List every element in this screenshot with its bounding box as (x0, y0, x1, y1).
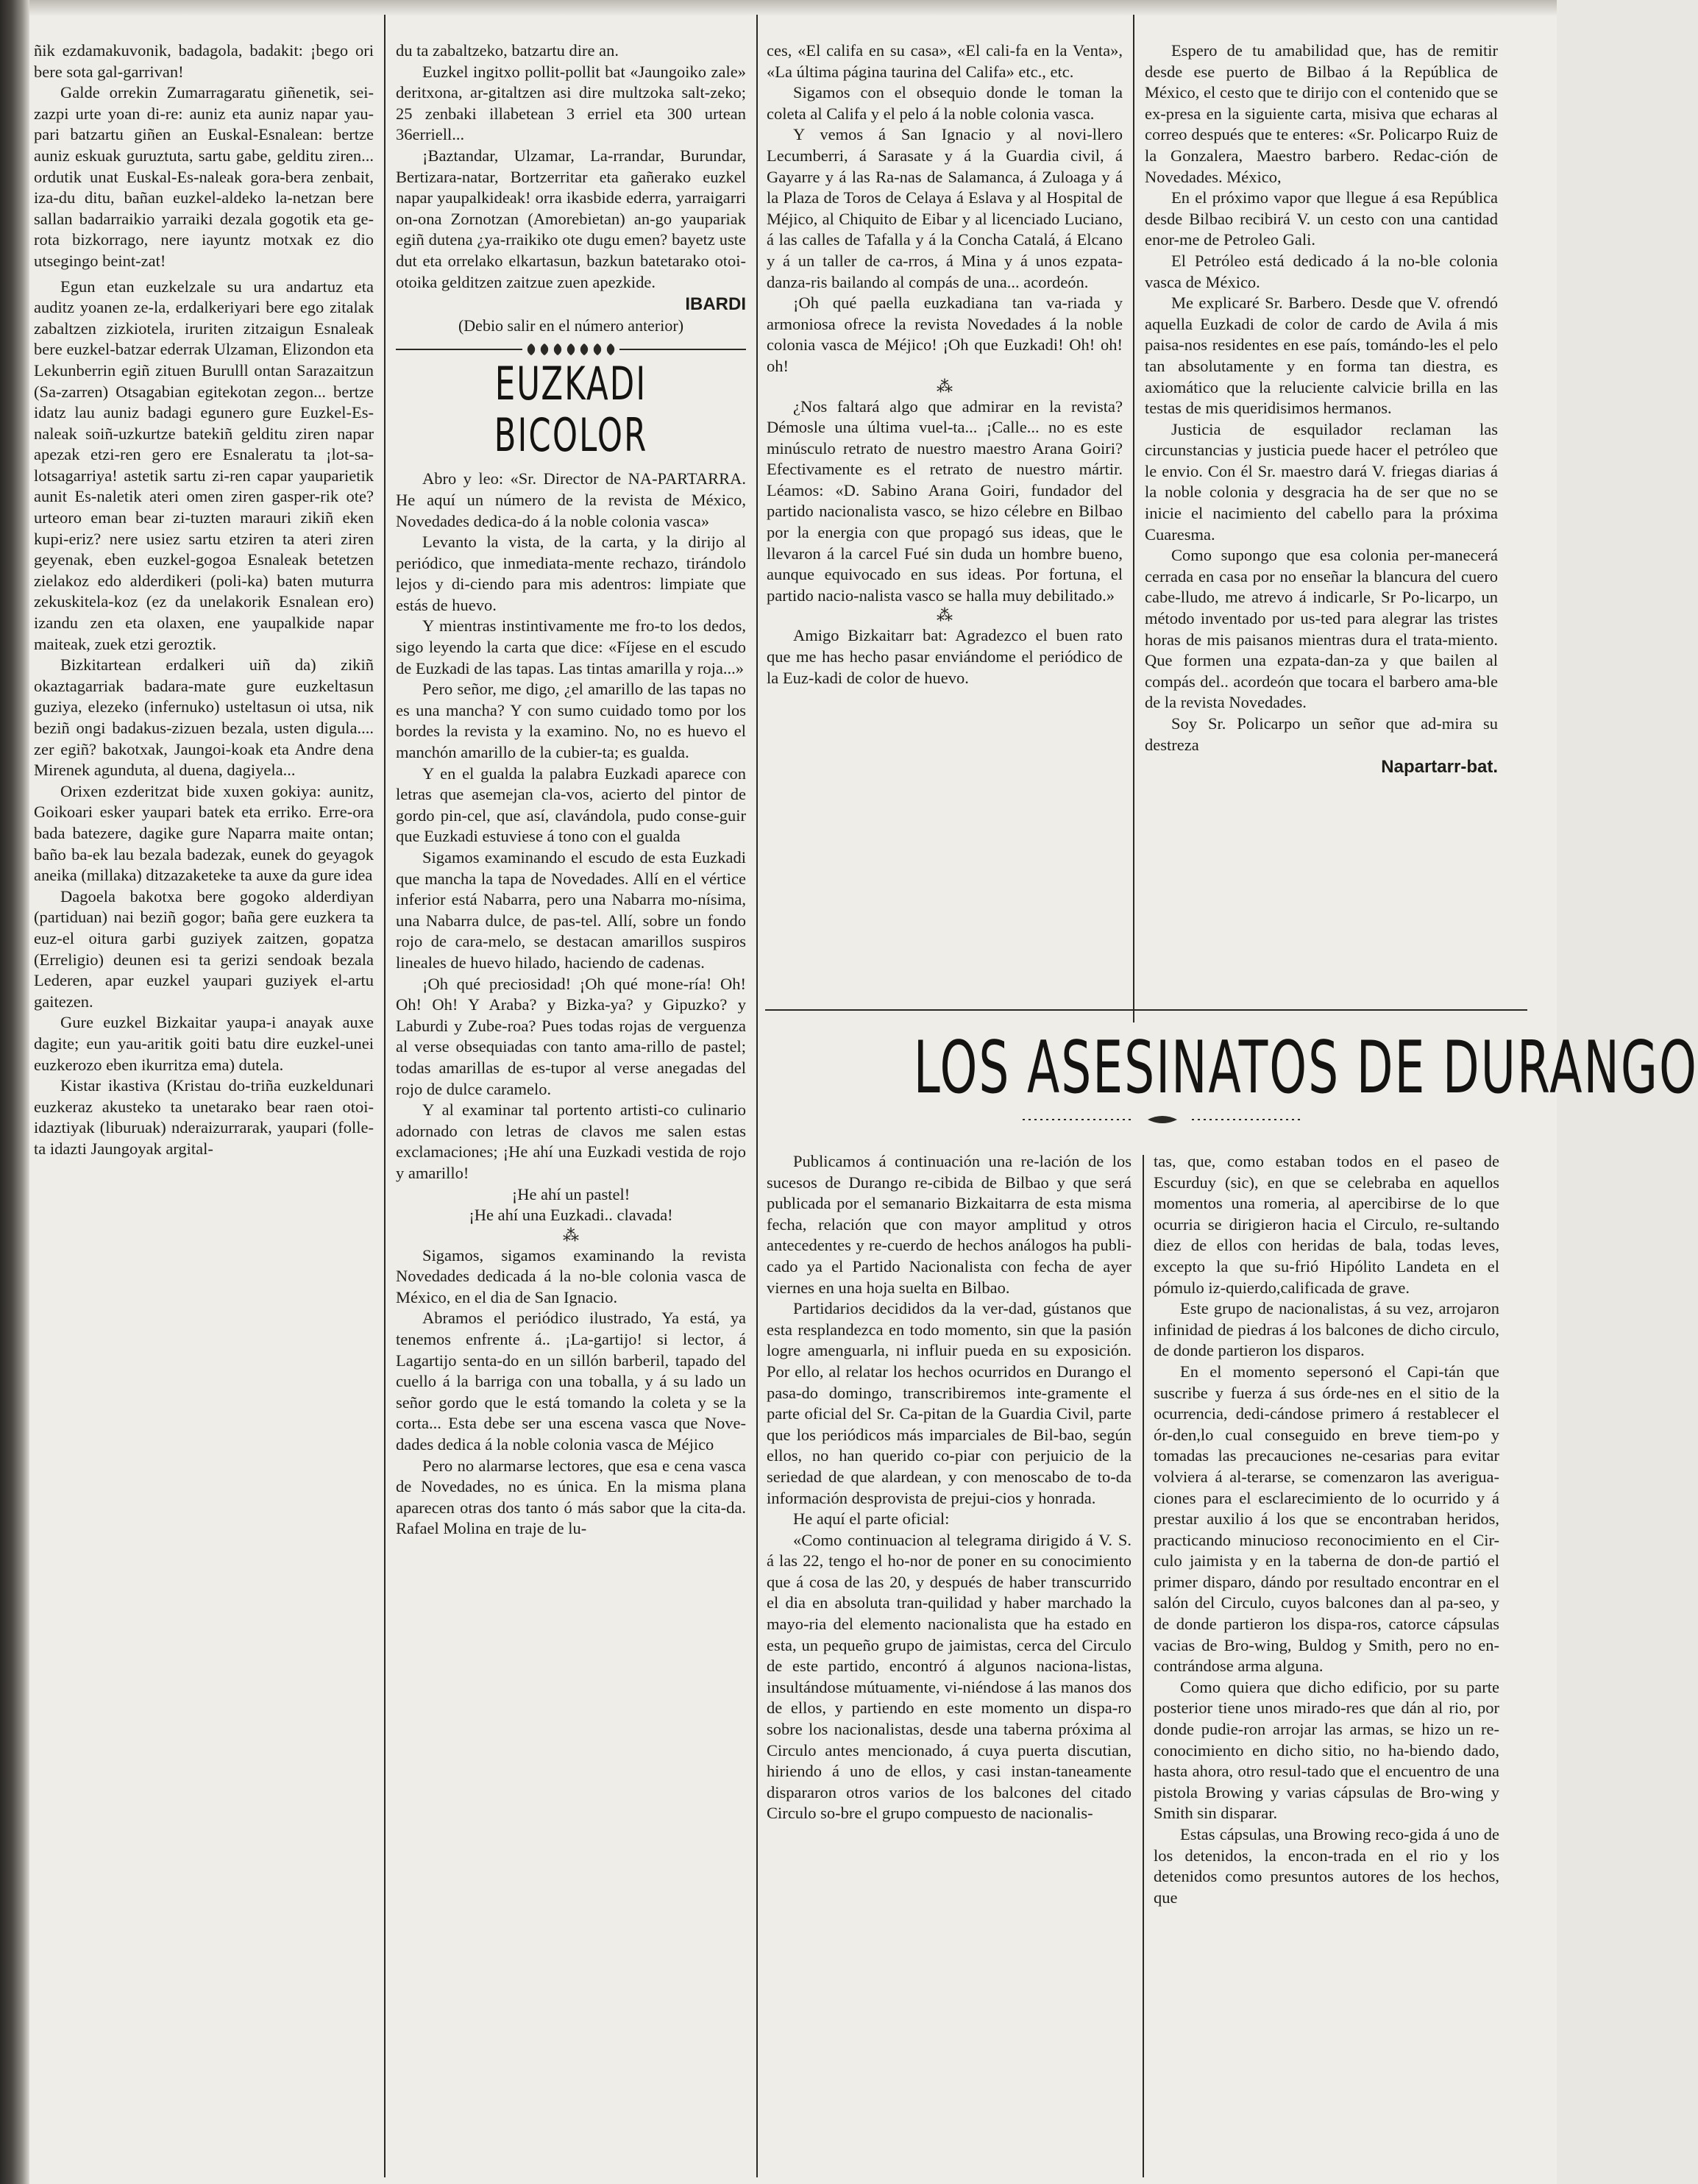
ornamental-rule (396, 345, 746, 354)
paragraph: Bizkitartean erdalkeri uiñ da) zikiñ okaztagarriak badara-mate gure euzkeltasun guziya, elezeko (infernuko) usteltasun oi utsa, nik beziñ ongi badakus-zizuen bezala, usten digula.... zer egiñ? bakotxak, Jaungoi-koak eta Andre dena Mirenek agunduta, al duena, dagiyela... (34, 655, 374, 780)
paragraph: Abramos el periódico ilustrado, Ya está, ya tenemos enfrente á.. ¡La-gartijo! si lector, á Lagartijo senta-do en un sillón barberil, tapado del cuello á la barriga con una toballa, y á su lado un señor gordo que le está tomando la coleta y se la corta... Esta debe ser una escena vasca que Nove-dades dedica á la noble colonia vasca de Méjico (396, 1309, 746, 1454)
paragraph: ¡Oh qué preciosidad! ¡Oh qué mone-ría! Oh! Oh! Oh! Y Araba? y Bizka-ya? y Gipuzko? y Laburdi y Zube-roa? Pues todas rojas de verguenza al verse obsequiadas con tanto ama-rillo de pastel; todas amarillas de es-tupor al verse anegadas del rojo de dulce caramelo. (396, 974, 746, 1098)
paragraph: Partidarios decididos da la ver-dad, gústanos que esta resplandezca en todo momento, sin que la pasión logre amenguarla, ni influir pueda en su exposición. Por ello, al relatar los hechos ocurridos en Durango el pasa-do domingo, transcribiremos inte-gramente el parte oficial del Sr. Ca-pitan de la Guardia Civil, parte que los periódicos más imparciales de Bil-bao, según ellos, no han querido co-piar con perjuicio de la seriedad de que alardean, y con menoscabo de to-da información desprovista de prejui-cios y honrada. (767, 1299, 1132, 1507)
column-durango-right (1154, 1151, 1499, 2174)
paragraph: Abro y leo: «Sr. Director de NA-PARTARRA. He aquí un número de la revista de México, Novedades dedica-do á la noble colonia vasca» (396, 469, 746, 530)
headline-ornament (978, 1112, 1346, 1127)
paragraph: «Como continuacion al telegrama dirigido á V. S. á las 22, tengo el ho-nor de poner en su conocimiento que á cosa de las 20, y después de haber transcurrido el dia en absoluta tran-quilidad y haber marchado la mayo-ria del elemento nacionalista que ha estado en esta, un pequeño grupo de jaimistas, cerca del Circulo de este partido, encontró á algunos naciona-listas, insultándose mútuamente, vi-niéndose á las manos dos de ellos, y partiendo en este momento un dispa-ro sobre los nacionalistas, desde una taberna próxima al Circulo antes mencionado, á cuya puerta discutian, hiriendo á uno de ellos, y casi instan-taneamente dispararon otros varios de los balcones del citado Circulo so-bre el grupo compuesto de nacionalis- (767, 1530, 1132, 1823)
paragraph: He aquí el parte oficial: (793, 1509, 950, 1529)
paragraph: Levanto la vista, de la carta, y la dirijo al periódico, que inmediata-mente rechazo, tirándolo lejos y di-ciendo para mis adentros: limpiate que estás de huevo. (396, 533, 746, 614)
column-letter-policarpo (1145, 40, 1498, 1011)
signature-napartarr-bat: Napartarr-bat. (1381, 757, 1498, 778)
paragraph: ¡He ahí una Euzkadi.. clavada! (469, 1206, 673, 1225)
column-rule-1 (384, 15, 386, 1162)
paragraph: Como supongo que esa colonia per-manecerá cerrada en casa por no enseñar la blancura del cuero cabe-lludo, me atrevo á indicarle, Sr Po-licarpo, un método inventado por us-ted para alegrar las tristes horas de mis paisanos mientras dura el trata-miento. Que formen una ezpata-dan-za y que bailen al compás del.. acordeón que tocara el barbero ama-ble de la revista Novedades. (1145, 546, 1498, 712)
paragraph: En el próximo vapor que llegue á esa República desde Bilbao recibirá V. un cesto con una cantidad enor-me de Petroleo Gali. (1145, 188, 1498, 249)
paragraph: Amigo Bizkaitarr bat: Agradezco el buen rato que me has hecho pasar enviándome el periódico de la Euz-kadi de color de huevo. (767, 626, 1123, 687)
headline-asesinatos-durango: LOS ASESINATOS DE DURANGO (913, 1026, 1698, 1110)
paragraph: Egun etan euzkelzale su ura andartuz eta auditz yoanen ze-la, erdalkeriyari bere ego zitalak zabaltzen zizkiotela, iruriten zitzaigun Esnaleak bere euzkel-batzar ederrak Ulzaman, Elizondon eta Lekunberrin egiñ zituen Burulll ontan Sarazaitzun (Sa-zarren) Otsagabian egitekotan zegon... bertze idatz lau auniz badagi egunero gure Euzkel-Es-naleak soiñ-uzkurtze batekiñ gelditu ziren napar apezak etzi-ren gero ere Esnaleratu ta ¡lot-sa-lotsagarriya! astetik sartu zi-ren capar yauparietik aunit Es-naletik ateri omen ziren gasper-rik ote? urteoro eman bear zi-tuzten marauri zikiñ eken kupi-eriz? nere usiez sartu etziren ta ateri ziren geyenak, eben euzkel-gogoa Esnaleak betetzen zielakoz edo alderdikeri (poli-ka) baten muturra zekuskitela-koz (ez da unelakorik Esnalean ero) izandu zen eta olaxen, ene yaupalkide napar maiteak, zuek etzi geroztik. (34, 277, 374, 653)
column-durango-left (767, 1151, 1132, 2174)
paragraph: Como quiera que dicho edificio, por su parte posterior tiene unos mirado-res que dán al rio, por donde pudie-ron arrojar las armas, se hizo un re-conocimiento en dicho sitio, no ha-biendo dado, hasta ahora, otro resul-tado que el encuentro de una pistola Browing y varias cápsulas de Bro-wing y Smith sin disparar. (1154, 1677, 1499, 1823)
top-edge (29, 0, 1557, 16)
paragraph: Justicia de esquilador reclaman las circunstancias y justicia puede hacer el petróleo que le envio. Con él Sr. maestro dará V. friegas diarias á la noble colonia y desgracia ha de ser que no se inicie el nacimiento del cabello para la próxima Cuaresma. (1145, 419, 1498, 544)
page-binding-shadow (0, 0, 29, 2184)
signature-ibardi: IBARDI (685, 294, 746, 315)
section-rule (765, 1009, 1527, 1011)
paragraph: Me explicaré Sr. Barbero. Desde que V. ofrendó aquella Euzkadi de color de cardo de Avila á mis paisa-nos residentes en ese país, tomándo-les el pelo tan absolutamente y en forma tan diestra, es axiomático que la reluciente calvicie brilla en las testas de mis queridisimos hermanos. (1145, 294, 1498, 418)
column-rule-3 (1133, 15, 1134, 1022)
paragraph: Kistar ikastiva (Kristau do-triña euzkeldunari euzkeraz akusteko ta unetarako bear raen otoi-idaztiyak (liburuak) nderaizurrarak, yaupari (folle-ta idazti Jaungoyak argital- (34, 1076, 374, 1158)
paragraph: ñik ezdamakuvonik, badagola, badakit: ¡bego ori bere sota gal-garrivan! (34, 41, 374, 81)
section-separator: ⁂ (937, 606, 953, 625)
paragraph: Y vemos á San Ignacio y al novi-llero Lecumberri, á Sarasate y á la Guardia civil, á Gayarre y á las Ra-nas de Salamanca, á Zuloaga y á la Plaza de Toros de Celaya á Eslava y al Hospital de Méjico, al Chiquito de Eibar y al licenciado Luciano, á las calles de Tafalla y á la Concha Catalá, á Elcano y á un taller de ca-rros, á Mina y á unos ezpata-danza-ris bailando al compás de una... acordeón. (767, 125, 1123, 291)
paragraph: tas, que, como estaban todos en el paseo de Escurduy (sic), en que se celebraba en aquellos momentos una romeria, al apercibirse de lo que ocurria se dirigieron hacia el Circulo, re-sultando diez de ellos con heridas de bala, todas leves, excepto la que su-frió Hipólito Landeta en el pómulo iz-quierdo,calificada de grave. (1154, 1152, 1499, 1297)
paragraph: ¡Baztandar, Ulzamar, La-rrandar, Burundar, Bertizara-natar, Bortzerritar eta gañerako euzkel napar yaupalkideak! orra ikasbide ederra, yarraigarri on-ona Zornotzan (Amorebietan) an-go yaupariak egiñ dutena ¿ya-rraikiko ote dugu emen? bayetz uste dut eta orrelako elkartasun, bazkun batetarako otoi-otoika gelditzen zaitzue zuen apezkide. (396, 146, 746, 291)
paragraph: ¡He ahí un pastel! (511, 1184, 630, 1203)
paragraph: Soy Sr. Policarpo un señor que ad-mira su destreza (1145, 714, 1498, 754)
paragraph: du ta zabaltzeko, batzartu dire an. (396, 41, 619, 60)
section-separator: ⁂ (937, 377, 953, 396)
column-euzkadi-continued (767, 40, 1123, 1026)
paragraph: Publicamos á continuación una re-lación de los sucesos de Durango re-cibida de Bilbao y que será publicada por el semanario Bizkaitarra de esta misma fecha, relación que con mayor amplitud y otros antecedentes y re-cuerdo de hechos análogos ha publi-cado ya el Partido Nacionalista con fecha de ayer viernes en una hoja suelta en Bilbao. (767, 1152, 1132, 1297)
paragraph: En el momento sepersonó el Capi-tán que suscribe y fuerza á sus órde-nes en el sitio de la ocurrencia, dedi-cándose primero á restablecer el ór-den,lo cual conseguido en breve tiem-po y tomadas las precauciones ne-cesarias para evitar volviera á al-terarse, se comenzaron las averigua-ciones para el esclarecimiento de lo ocurrido y á prestar auxilio á los que se encontraban heridos, practicando minucioso reconocimiento en el Cir-culo jaimista y en la taberna de don-de partió el primer disparo, dándo por resultado encontrar en el salón del Circulo, cuyos balcones dan al pa-seo, y de donde partieron los dispa-ros, catorce cápsulas vacias de Bro-wing, Buldog y Smith, pero no en-contrándose arma alguna. (1154, 1362, 1499, 1676)
column-rule-1b (384, 1148, 386, 2177)
paragraph: Orixen ezderitzat bide xuxen gokiya: aunitz, Goikoari esker yaupari batek eta erriko. Erre-ora bada batezere, dagike gure Naparra maite ontan; baño ba-ek lau bezala badezak, eunek do geyagok aneika (millaka) ditzazaketeke ta auxe da gure idea (34, 781, 374, 885)
paragraph: Estas cápsulas, una Browing reco-gida á uno de los detenidos, la encon-trada en el rio y los detenidos como presuntos autores de los hechos, que (1154, 1825, 1499, 1907)
paragraph: ¿Nos faltará algo que admirar en la revista? Démosle una última vuel-ta... ¡Calle... no es este minúsculo retrato de nuestro maestro Arana Goiri? Efectivamente es el retrato de nuestro mártir. Léamos: «D. Sabino Arana Goiri, fundador del partido nacionalista vasco, se hizo célebre en Bilbao por la energia con que propagó sus ideas, que le llevaron á la carcel Fué sin duda un hombre bueno, aunque equivocado en sus ideas. Por fortuna, el partido nacio-nalista vasco se halla muy debilitado.» (767, 396, 1123, 605)
column-rule-4 (1143, 1155, 1144, 2177)
paragraph: Sigamos examinando el escudo de esta Euzkadi que mancha la tapa de Novedades. Allí en el vértice inferior está Nabarra, pero una Nabarra mo-nísima, una Nabarra dulce, de pas-tel. Allí, sobre un fondo rojo de cara-melo, se destacan amarillos suspiros lineales de huevo hilado, haciendo de cadenas. (396, 848, 746, 972)
paragraph: Este grupo de nacionalistas, á su vez, arrojaron infinidad de piedras á los balcones de dicho circulo, de donde partieron los disparos. (1154, 1299, 1499, 1360)
headline-euzkadi-bicolor: EUZKADI BICOLOR (494, 357, 648, 463)
paragraph: Y mientras instintivamente me fro-to los dedos, sigo leyendo la carta que dice: «Fíjese en el escudo de Euzkadi de las tapas. Las tintas amarilla y roja...» (396, 616, 746, 677)
section-separator: ⁂ (563, 1226, 579, 1245)
paragraph: Espero de tu amabilidad que, has de remitir desde ese puerto de Bilbao á la República de México, el cesto que te dirijo con el contenido que se ex-presa en la siguiente carta, misiva que echaras al correo después que te enteres: «Sr. Policarpo Ruiz de la Gonzalera, Maestro barbero. Redac-ción de Novedades. México, (1145, 41, 1498, 186)
column-euzkadi-bicolor (396, 40, 746, 2174)
paragraph: Pero señor, me digo, ¿el amarillo de las tapas no es una mancha? Y con sumo cuidado tomo por los bordes la revista y la examino. No, no es huevo el manchón amarillo de la cubier-ta; es gualda. (396, 680, 746, 762)
paragraph: Pero no alarmarse lectores, que esa e cena vasca de Novedades, no es única. En la misma plana aparecen otras dos tanto ó más sabor que la cita-da. Rafael Molina en traje de lu- (396, 1456, 746, 1538)
paragraph: Euzkel ingitxo pollit-pollit bat «Jaungoiko zale» deritxona, ar-gitaltzen asi dire multzoka salt-zeko; 25 zenbaki illabetean 3 erriel eta 300 urtean 36erriell... (396, 62, 746, 144)
paragraph: Dagoela bakotxa bere gogoko alderdiyan (partiduan) nai beziñ gogor; baña gere euzkera ta euz-el oitura garbi guziyek zaitzen, gopatza (Erreligio) deunen esi ta gerizi sendoak bezala Lederen, apar euzkel yaupari guziyek el-artu gaitezen. (34, 886, 374, 1011)
paragraph: Sigamos, sigamos examinando la revista Novedades dedicada á la no-ble colonia vasca de México, en el dia de San Ignacio. (396, 1245, 746, 1306)
paragraph: Gure euzkel Bizkaitar yaupa-i anayak auxe dagite; eun yau-aritik goiti batu dire euzkel-unei euzkerozo eben ikurritza ema) dutela. (34, 1013, 374, 1074)
paragraph: ces, «El califa en su casa», «El cali-fa en la Venta», «La última página taurina del Califa» etc., etc. (767, 41, 1123, 81)
paragraph: Y en el gualda la palabra Euzkadi aparece con letras que asemejan cla-vos, acierto del pintor de gordo pin-cel, que así, clavándola, pudo conse-guir que Euzkadi estuviese á tono con el gualda (396, 764, 746, 846)
column-basque-left (34, 40, 374, 2174)
editor-note: (Debio salir en el número anterior) (458, 316, 684, 335)
paragraph: El Petróleo está dedicado á la no-ble colonia vasca de México. (1145, 251, 1498, 291)
column-rule-2 (756, 15, 758, 2177)
paragraph: Sigamos con el obsequio donde le toman la coleta al Califa y el pelo á la noble colonia vasca. (767, 83, 1123, 123)
paragraph: Y al examinar tal portento artisti-co culinario adornado con letras de clavos me salen estas exclamaciones; ¡He ahí una Euzkadi vestida de rojo y amarillo! (396, 1100, 746, 1182)
paragraph: ¡Oh qué paella euzkadiana tan va-riada y armoniosa ofrece la revista Novedades á la noble colonia vasca de Méjico! ¡Oh que Euzkadi! Oh! oh! oh! (767, 294, 1123, 375)
paragraph: Galde orrekin Zumarragaratu giñenetik, sei-zazpi urte yoan di-re: auniz eta auniz napar yau-pari batzartu giñen an Euskal-Esnalean: bertze auniz eskuak guruztuta, sartu gabe, gelditu ziren... ordutik unat Euskal-Es-naleak gora-bera zenbait, iza-du ditu, bañan euzkel-aldeko la-netzan bere sallan badarraikio yarraiki dezala gogotik eta ge-rota bizkorrago, nere iayuntz motxak ez dio utsegingo beint-zat! (34, 83, 374, 270)
